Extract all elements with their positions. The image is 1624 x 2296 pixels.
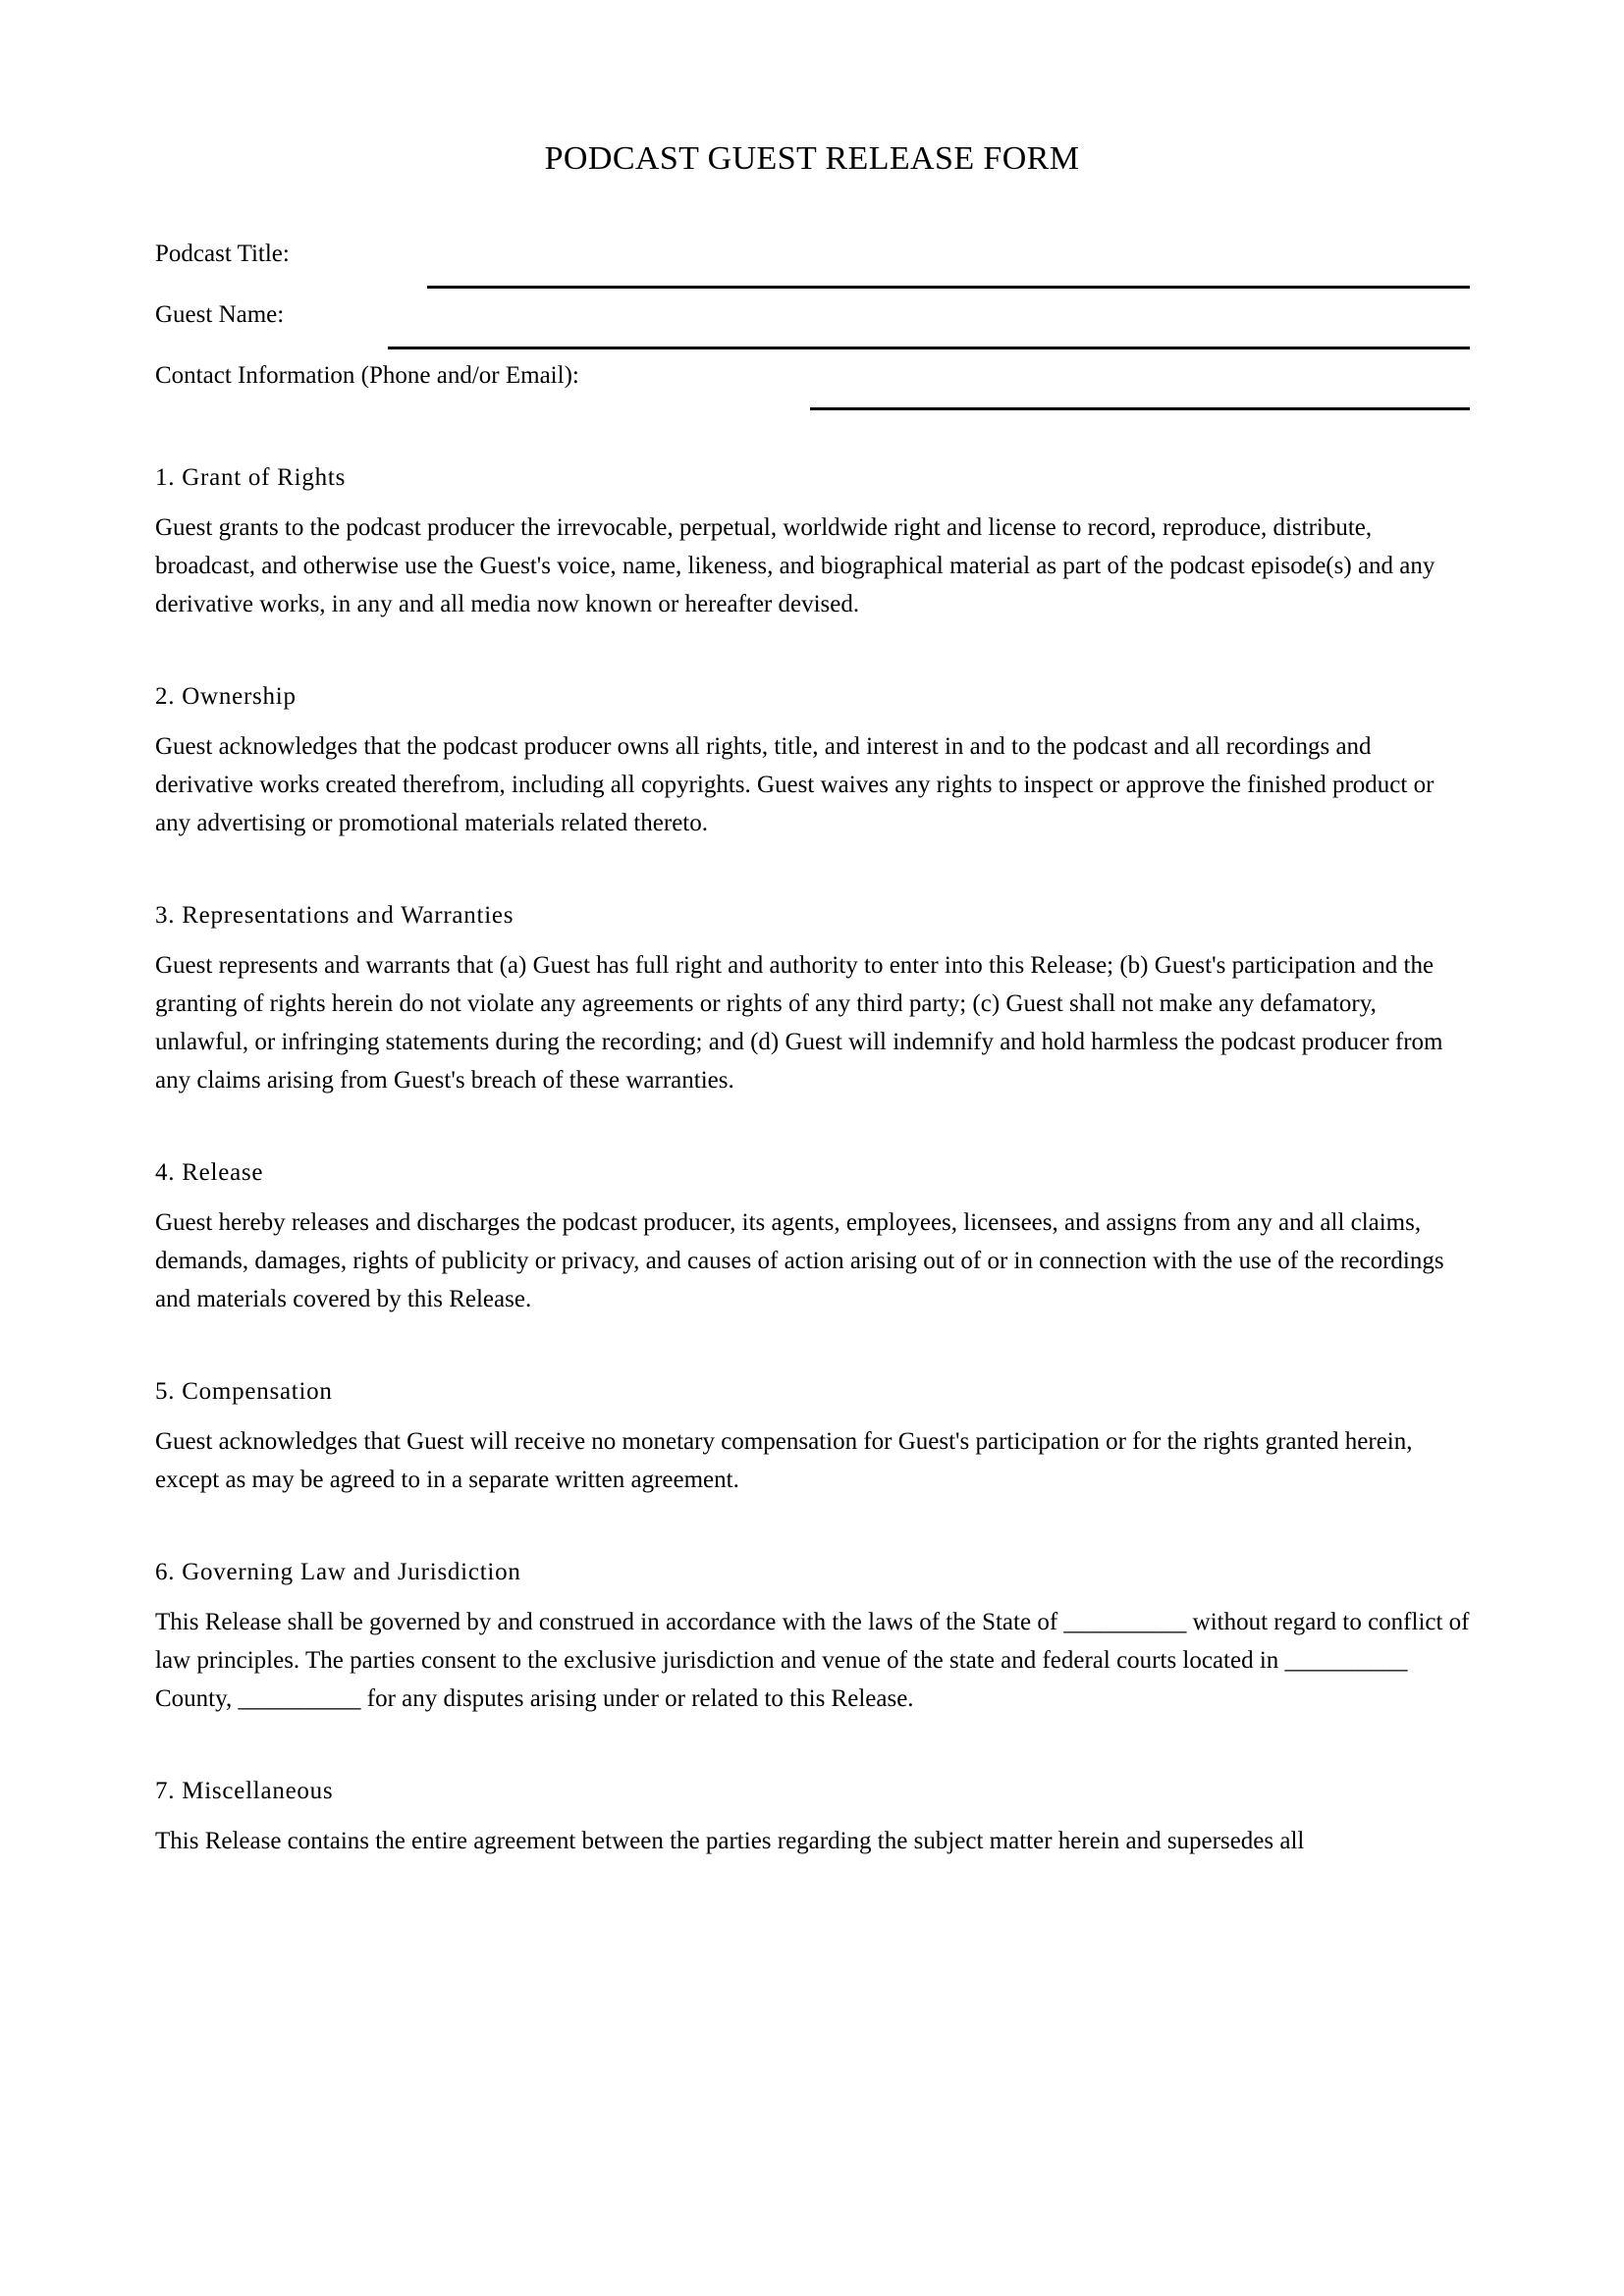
section-heading: 6. Governing Law and Jurisdiction — [155, 1559, 521, 1585]
guest-name-label: Guest Name: — [155, 301, 285, 328]
section-heading: 3. Representations and Warranties — [155, 902, 514, 929]
section-paragraph: Guest represents and warrants that (a) Guest has full right and authority to enter into this Release; (b) Guest's participation and the granting of rights herein do not violate any agreements or rights of any third party; (c) Guest shall not make any defamatory, unlawful, or infringing statements during the recording; and (d) Guest will indemnify and hold harmless the podcast producer from any claims arising from Guest's breach of these warranties. — [155, 952, 1443, 1094]
section-heading: 1. Grant of Rights — [155, 464, 347, 491]
field-row-podcast-title — [155, 238, 1470, 298]
page-title: PODCAST GUEST RELEASE FORM — [544, 139, 1080, 177]
section-governing-law-and-jurisdiction — [155, 1554, 1470, 1718]
section-paragraph: Guest acknowledges that Guest will receive no monetary compensation for Guest's participation or for the rights granted herein, except as may be agreed to in a separate written agreement. — [155, 1428, 1413, 1493]
section-paragraph: This Release shall be governed by and construed in accordance with the laws of the State of __________ without regard to conflict of law principles. The parties consent to the exclusive jurisdiction and venue of the state and federal courts located in __________ County, __________ for any disputes arising under or related to this Release. — [155, 1609, 1470, 1712]
section-ownership — [155, 678, 1470, 842]
section-representations-and-warranties — [155, 897, 1470, 1099]
field-row-guest-name — [155, 298, 1470, 359]
form-fields — [155, 238, 1470, 420]
section-compensation — [155, 1373, 1470, 1499]
section-grant-of-rights — [155, 459, 1470, 623]
section-heading: 2. Ownership — [155, 683, 297, 710]
section-paragraph: Guest grants to the podcast producer the irrevocable, perpetual, worldwide right and license to record, reproduce, distribute, broadcast, and otherwise use the Guest's voice, name, likeness, and biographical material as part of the podcast episode(s) and any derivative works, in any and all media now known or hereafter devised. — [155, 514, 1435, 617]
podcast-title-input-rule[interactable] — [427, 286, 1470, 289]
guest-name-input-rule[interactable] — [388, 347, 1470, 349]
section-heading: 5. Compensation — [155, 1378, 333, 1405]
section-paragraph: Guest hereby releases and discharges the podcast producer, its agents, employees, licensees, and assigns from any and all claims, demands, damages, rights of publicity or privacy, and causes of action arising out of or in connection with the use of the recordings and materials covered by this Release. — [155, 1209, 1444, 1312]
section-miscellaneous — [155, 1773, 1470, 1860]
section-paragraph: This Release contains the entire agreement between the parties regarding the subject matter herein and supersedes all — [155, 1828, 1305, 1854]
contact-information-input-rule[interactable] — [810, 407, 1470, 410]
section-heading: 4. Release — [155, 1159, 264, 1186]
podcast-title-label: Podcast Title: — [155, 240, 290, 267]
section-paragraph: Guest acknowledges that the podcast producer owns all rights, title, and interest in and to the podcast and all recordings and derivative works created therefrom, including all copyrights. Guest waives any rights to inspect or approve the finished product or any advertising or promotional materials related thereto. — [155, 733, 1435, 836]
section-heading: 7. Miscellaneous — [155, 1778, 334, 1804]
contact-information-label: Contact Information (Phone and/or Email): — [155, 362, 579, 389]
field-row-contact-information — [155, 359, 1470, 420]
section-release — [155, 1154, 1470, 1318]
document-body — [155, 459, 1470, 1860]
